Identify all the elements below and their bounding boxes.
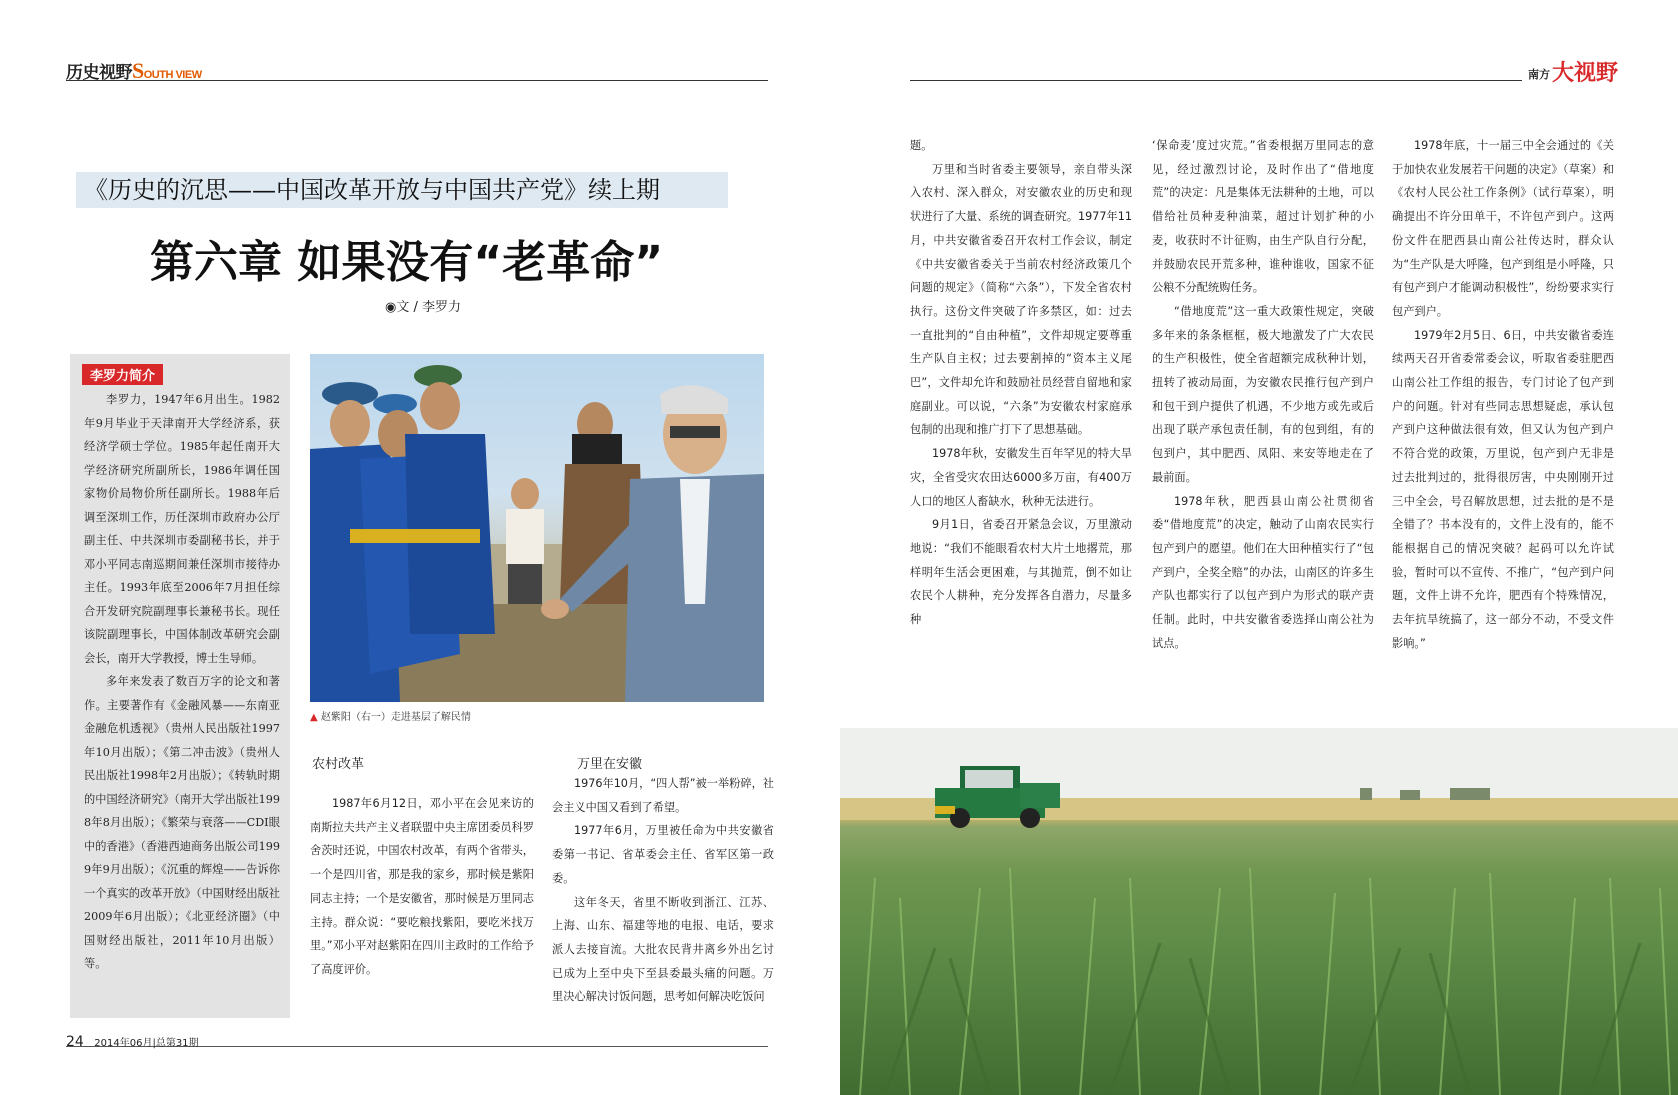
paragraph: 1978年秋，肥西县山南公社贯彻省委“借地度荒”的决定，触动了山南农民实行包产到户的愿望。他们在大田种植实行了“包产到户，全奖全赔”的办法，山南区的许多生产队也都实行了以包产到户为形式的联产责任制。此时，中共安徽省委选择山南公社为试点。 xyxy=(1152,494,1374,650)
paragraph: 这年冬天，省里不断收到浙江、江苏、上海、山东、福建等地的电报、电话，要求派人去接盲流。大批农民背井离乡外出乞讨已成为上至中央下至县委最头痛的问题。万里决心解决讨饭问题，思考如何解决吃饭问 xyxy=(552,895,774,1004)
zhao-shirt xyxy=(680,479,710,604)
text-column-3 xyxy=(910,134,1132,632)
paragraph: 万里和当时省委主要领导，亲自带头深入农村、深入群众，对安徽农业的历史和现状进行了大量、系统的调查研究。1977年11月，中共安徽省委召开农村工作会议，制定《中共安徽省委关于当前农村经济政策几个问题的规定》（简称“六条”），下发全省农村执行。这份文件突破了许多禁区，如：过去一直批判的“自由种植”，文件却规定要尊重生产队自主权；过去要割掉的“资本主义尾巴”，文件却允许和鼓励社员经营自留地和家庭副业。可以说，“六条”为安徽农村家庭承包制的出现和推广打下了思想基础。 xyxy=(910,162,1132,437)
handshake xyxy=(541,599,569,619)
bio-paragraph: 多年来发表了数百万字的论文和著作。主要著作有《金融风暴——东南亚金融危机透视》（贵州人民出版社1997年10月出版）；《第二冲击波》（贵州人民出版社1998年2月出版）；《转轨时期的中国经济研究》（南开大学出版社1998年8月出版）；《繁荣与衰落——CDI眼中的香港》（香港西迪商务出版公司1999年9月出版）；《沉重的辉煌——告诉你一个真实的改革开放》（中国财经出版社2009年6月出版）；《北亚经济圈》（中国财经出版社，2011年10月出版）等。 xyxy=(84,675,280,970)
child-shirt xyxy=(506,509,544,564)
paragraph: “借地度荒”这一重大政策性规定，突破多年来的条条框框，极大地激发了广大农民的生产积极性，使全省超额完成秋种计划，扭转了被动局面，为安徽农民推行包产到户和包干到户提供了机遇，不少地方或先或后出现了联产承包责任制，有的包到组，有的包到户，其中肥西、凤阳、来安等地走在了最前面。 xyxy=(1152,304,1374,484)
section-title-wanli-anhui: 万里在安徽 xyxy=(577,757,643,772)
section-header-right xyxy=(1528,56,1618,87)
text-column-4 xyxy=(1152,134,1374,655)
wheat-field-photo xyxy=(840,728,1678,1095)
bio-paragraph: 李罗力，1947年6月出生。1982年9月毕业于天津南开大学经济系，获经济学硕士学位。1985年起任南开大学经济研究所副所长，1986年调任国家物价局物价所任副所长。1988年后调至深圳工作，历任深圳市政府办公厅副主任、中共深圳市委副秘书长，并于邓小平同志南巡期间兼任深圳市接待办主任。1993年底至2006年7月担任综合开发研究院副理事长兼秘书长。现任该院副理事长，中国体制改革研究会副会长，南开大学教授，博士生导师。 xyxy=(84,393,280,665)
glasses xyxy=(670,426,720,438)
paragraph: 题。 xyxy=(910,139,933,152)
text-column-5 xyxy=(1392,134,1614,655)
harvester-tank xyxy=(1020,783,1060,808)
harvester-header xyxy=(935,806,955,814)
face xyxy=(330,400,370,448)
header-rule-right xyxy=(910,80,1522,81)
series-title: 《历史的沉思——中国改革开放与中国共产党》续上期 xyxy=(76,172,728,208)
magazine-section-name: 大视野 xyxy=(1552,61,1619,86)
camera xyxy=(572,434,622,464)
child-face xyxy=(511,478,539,510)
paragraph: ‘保命麦’度过灾荒。”省委根据万里同志的意见，经过激烈讨论，及时作出了“借地度荒”的决定：凡是集体无法耕种的土地，可以借给社员种麦种油菜，超过计划扩种的小麦，收获时不计征购，由生产队自行分配，并鼓励农民开荒多种，谁种谁收，国家不征公粮不分配统购任务。 xyxy=(1152,139,1374,295)
text-column-2 xyxy=(552,772,774,1009)
harvester-window xyxy=(965,770,1013,788)
magazine-logo-small: 南方 xyxy=(1528,68,1550,81)
caption-marker: ▲ xyxy=(310,712,318,723)
header-rule-left xyxy=(66,80,768,81)
zhao-ziyang-photo xyxy=(310,354,764,702)
sash xyxy=(350,529,480,543)
author-bio-text xyxy=(84,388,280,976)
issue-info: 2014年06月|总第31期 xyxy=(94,1038,199,1049)
paragraph: 1978年秋，安徽发生百年罕见的特大旱灾，全省受灾农田达6000多万亩，有400万人口的地区人畜缺水，秋种无法进行。 xyxy=(910,447,1132,508)
wheat-leaves xyxy=(885,943,1640,1095)
distant-tree xyxy=(1450,788,1490,800)
paragraph: 1978年底，十一届三中全会通过的《关于加快农业发展若干问题的决定》（草案）和《农村人民公社工作条例》（试行草案），明确提出不许分田单干，不许包产到户。这两份文件在肥西县山南公社传达时，群众认为“生产队是大呼隆，包产到组是小呼隆，只有包产到户才能调动积极性”，纷纷要求实行包产到户。 xyxy=(1392,139,1614,318)
section-title-rural-reform: 农村改革 xyxy=(312,757,365,772)
chapter-title: 第六章 如果没有“老革命” xyxy=(150,237,664,288)
field-illustration xyxy=(840,728,1678,1095)
section-name: 历史视野 xyxy=(66,63,132,83)
author-bio-tag: 李罗力简介 xyxy=(82,364,163,385)
page-footer xyxy=(66,1034,199,1050)
face xyxy=(420,382,460,430)
photo-illustration xyxy=(310,354,764,702)
page-number: 24 xyxy=(66,1034,84,1050)
distant-tree xyxy=(1400,790,1420,800)
photo-caption xyxy=(310,708,471,723)
south-view-logo-s: S xyxy=(132,58,144,83)
text-column-1 xyxy=(310,792,534,982)
zhao-hair xyxy=(660,385,728,414)
paragraph: 1979年2月5日、6日，中共安徽省委连续两天召开省委常委会议，听取省委驻肥西山南公社工作组的报告，专门讨论了包产到户的问题。针对有些同志思想疑虑，承认包产到户这种做法很有效，但又认为包产到户不符合党的政策，万里说，包产到户无非是过去批判过的，批得很厉害，中央刚刚开过三中全会，号召解放思想，过去批的是不是全错了？书本没有的，文件上没有的，能不能根据自己的情况突破？起码可以允许试验，暂时可以不宣传、不推广，“包产到户问题，文件上讲不允许，肥西有个特殊情况，去年抗旱统搞了，这一部分不动，不受文件影响。” xyxy=(1392,328,1614,650)
child-trousers xyxy=(508,564,542,604)
south-view-logo-text: OUTH VIEW xyxy=(143,69,202,81)
paragraph: 9月1日，省委召开紧急会议，万里激动地说：“我们不能眼看农村大片土地撂荒，那样明年生活会更困难，与其抛荒，倒不如让农民个人耕种，充分发挥各自潜力，尽量多种 xyxy=(910,518,1132,627)
paragraph: 1977年6月，万里被任命为中共安徽省委第一书记、省革委会主任、省军区第一政委。 xyxy=(552,824,774,885)
byline: ◉文 / 李罗力 xyxy=(385,300,461,315)
harvester-wheel xyxy=(1020,808,1040,828)
paragraph: 1987年6月12日，邓小平在会见来访的南斯拉夫共产主义者联盟中央主席团委员科罗舍茨时还说，中国农村改革，有两个省带头，一个是四川省，那是我的家乡，那时候是紫阳同志主持；一个是安徽省，那时候是万里同志主持。群众说：“要吃粮找紫阳，要吃米找万里。”邓小平对赵紫阳在四川主政时的工作给予了高度评价。 xyxy=(310,797,534,976)
distant-tree xyxy=(1360,788,1372,800)
caption-text: 赵紫阳（右一）走进基层了解民情 xyxy=(320,712,471,723)
paragraph: 1976年10月，“四人帮”被一举粉碎，社会主义中国又看到了希望。 xyxy=(552,777,774,814)
